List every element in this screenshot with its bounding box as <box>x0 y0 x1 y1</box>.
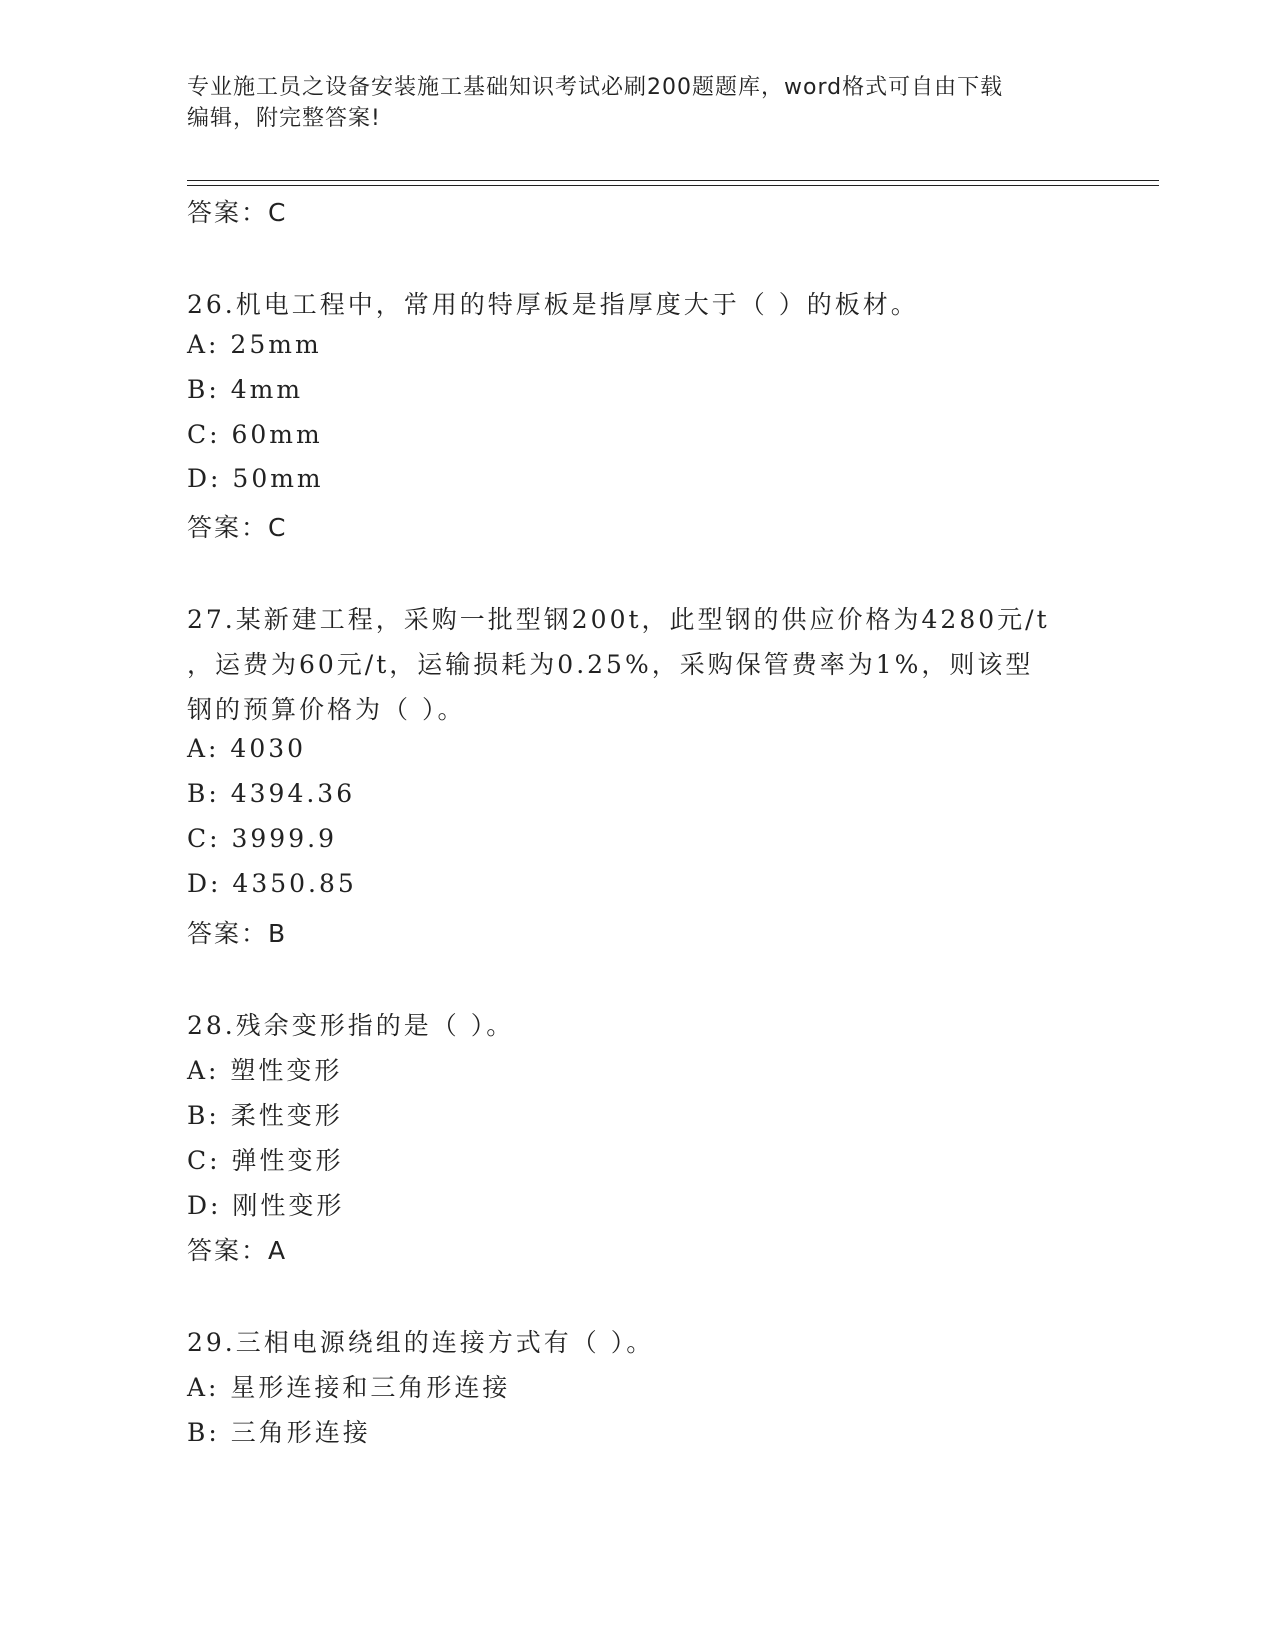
question-29-option-b: B: 三角形连接 <box>187 1418 371 1447</box>
question-29-stem: 29.三相电源绕组的连接方式有（ ）。 <box>187 1328 655 1357</box>
document-header <box>187 72 1087 134</box>
question-28-stem: 28.残余变形指的是（ ）。 <box>187 1011 515 1040</box>
question-26-stem: 26.机电工程中，常用的特厚板是指厚度大于（ ）的板材。 <box>187 290 919 319</box>
question-27-answer: 答案：B <box>187 919 288 948</box>
question-27-stem-line-2: ，运费为60元/t，运输损耗为0.25%，采购保管费率为1%，则该型 <box>187 650 1034 679</box>
question-28-option-d: D: 刚性变形 <box>187 1191 345 1220</box>
previous-answer: 答案：C <box>187 198 288 227</box>
question-29-option-a: A: 星形连接和三角形连接 <box>187 1373 511 1402</box>
question-26-option-a: A: 25mm <box>187 330 322 359</box>
header-rule-bottom <box>187 185 1159 186</box>
question-27-option-b: B: 4394.36 <box>187 779 356 808</box>
question-26-option-b: B: 4mm <box>187 375 304 404</box>
question-28-option-c: C: 弹性变形 <box>187 1146 344 1175</box>
question-27-option-c: C: 3999.9 <box>187 824 337 853</box>
header-line-2: 编辑，附完整答案! <box>187 106 381 131</box>
question-28-answer: 答案：A <box>187 1236 288 1265</box>
question-26-option-d: D: 50mm <box>187 464 324 493</box>
header-rule-top <box>187 180 1159 181</box>
question-27-stem-line-3: 钢的预算价格为（ ）。 <box>187 695 466 724</box>
question-26-answer: 答案：C <box>187 513 288 542</box>
question-27-option-a: A: 4030 <box>187 734 307 763</box>
question-28-option-a: A: 塑性变形 <box>187 1056 343 1085</box>
question-27-stem-line-1: 27.某新建工程，采购一批型钢200t，此型钢的供应价格为4280元/t <box>187 605 1050 634</box>
header-line-1: 专业施工员之设备安装施工基础知识考试必刷200题题库，word格式可自由下载 <box>187 75 1004 100</box>
question-26-option-c: C: 60mm <box>187 420 323 449</box>
question-28-option-b: B: 柔性变形 <box>187 1101 343 1130</box>
question-27-option-d: D: 4350.85 <box>187 869 357 898</box>
